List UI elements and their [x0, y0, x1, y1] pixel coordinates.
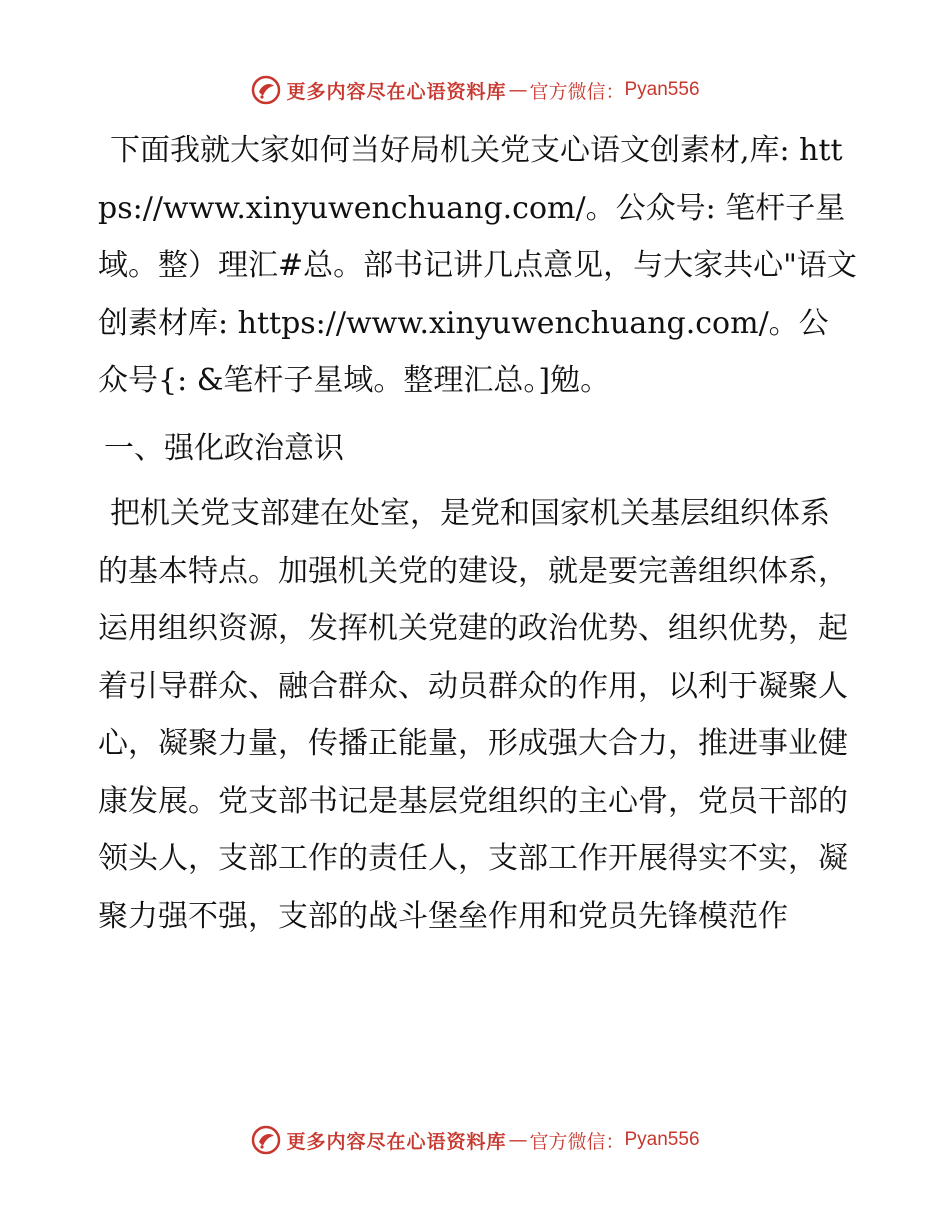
section-heading: 一、强化政治意识 [104, 430, 344, 466]
header-banner [0, 70, 950, 110]
brand-logo-icon [250, 1124, 282, 1156]
body-paragraph: 把机关党支部建在处室，是党和国家机关基层组织体系的基本特点。加强机关党的建设，就是要完善组织体系，运用组织资源，发挥机关党建的政治优势、组织优势，起着引导群众、融合群众、动员群众的作用，以利于凝聚人心，凝聚力量，传播正能量，形成强大合力，推进事业健康发展。党支部书记是基层党组织的主心骨，党员干部的领头人，支部工作的责任人，支部工作开展得实不实，凝聚力强不强，支部的战斗堡垒作用和党员先锋模范作 [98, 496, 848, 934]
banner-title: 更多内容尽在心语资料库 [286, 1130, 507, 1153]
brand-logo-icon [250, 74, 282, 106]
banner-wechat-label: 官方微信： [529, 1130, 625, 1153]
footer-banner [0, 1120, 950, 1160]
banner-wechat-id: Pyan556 [624, 79, 700, 100]
banner-dash: — [508, 79, 528, 101]
banner-title: 更多内容尽在心语资料库 [286, 80, 507, 103]
banner-wechat-label: 官方微信： [529, 80, 625, 103]
banner-wechat-id: Pyan556 [624, 1129, 700, 1150]
intro-paragraph: 下面我就大家如何当好局机关党支心语文创素材,库: https://www.xinyuwenchuang.com/。公众号: 笔杆子星域。整）理汇#总。部书记讲几点意见，与大家共心"语文创素材库: https://www.xinyuwenchuang.com/。公众号{: &笔杆子星域。整理汇总。]勉。 [98, 133, 857, 398]
document-body [98, 122, 858, 945]
banner-dash: — [508, 1129, 528, 1151]
